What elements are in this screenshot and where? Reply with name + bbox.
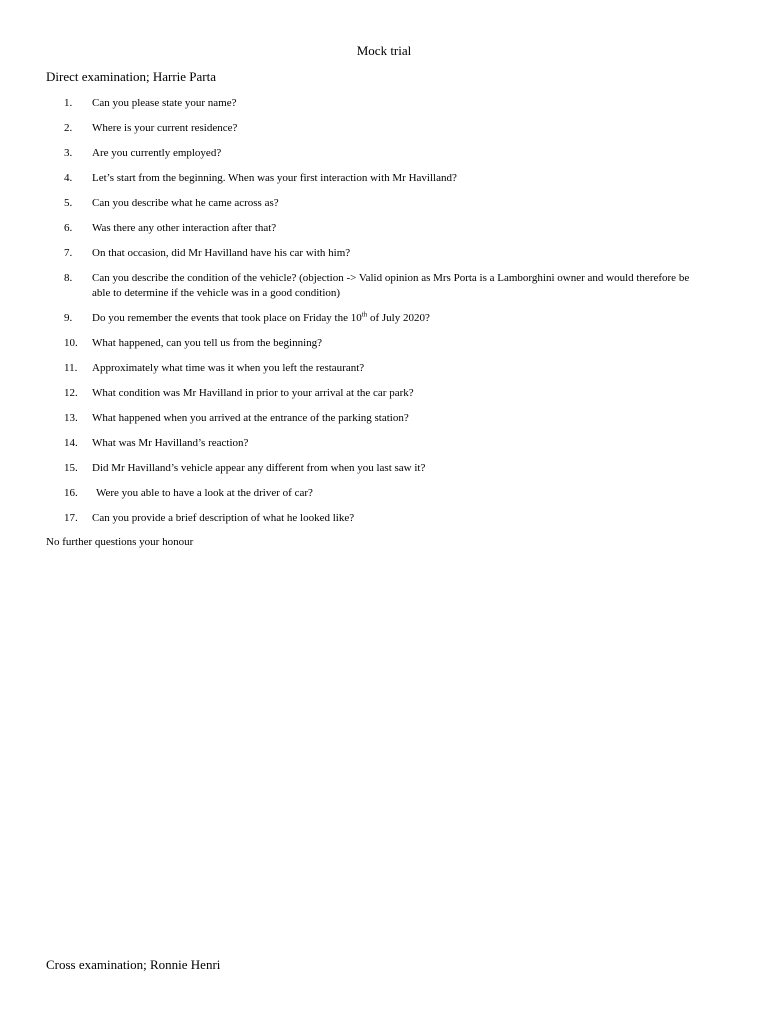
question-text: What happened when you arrived at the entrance of the parking station? [92,412,409,424]
question-text: Approximately what time was it when you left the restaurant? [92,362,365,374]
question-number: 10. [64,337,78,349]
question-item [0,386,768,401]
question-item [0,511,768,526]
question-item [0,436,768,451]
question-number: 9. [64,312,73,324]
question-item [0,221,768,236]
question-text: Can you describe what he came across as? [92,197,279,209]
question-number: 1. [64,97,73,109]
question-text: Are you currently employed? [92,147,222,159]
closing-statement: No further questions your honour [46,536,194,548]
question-item [0,486,768,501]
cross-examination-heading: Cross examination; Ronnie Henri [46,957,221,972]
question-text: Did Mr Havilland’s vehicle appear any different from when you last saw it? [92,462,426,474]
question-number: 2. [64,122,73,134]
question-text-main: Do you remember the events that took place on Friday the 10 [92,312,362,324]
question-number: 14. [64,437,78,449]
question-number: 16. [64,487,78,499]
question-number: 11. [64,362,78,374]
question-item [0,171,768,186]
direct-examination-heading: Direct examination; Harrie Parta [46,69,217,84]
question-text: Were you able to have a look at the driver of car? [96,487,313,499]
question-item [0,311,768,326]
question-number: 15. [64,462,78,474]
question-number: 3. [64,147,73,159]
question-item [0,96,768,111]
question-item [0,271,768,301]
question-text [92,311,702,326]
question-item [0,461,768,476]
question-text: What was Mr Havilland’s reaction? [92,437,249,449]
question-number: 13. [64,412,78,424]
question-text: Was there any other interaction after that? [92,222,277,234]
question-text: Can you describe the condition of the vehicle? (objection -> Valid opinion as Mrs Porta is a Lamborghini owner and would therefore be able to determine if the vehicle was in a good condition) [92,272,690,299]
question-text: What happened, can you tell us from the beginning? [92,337,323,349]
question-item [0,246,768,261]
question-text-end: of July 2020? [367,312,430,324]
document-title: Mock trial [356,43,412,58]
question-text: Can you provide a brief description of what he looked like? [92,512,355,524]
question-text: Can you please state your name? [92,97,237,109]
question-item [0,121,768,136]
question-text: Let’s start from the beginning. When was your first interaction with Mr Havilland? [92,172,457,184]
question-item [0,196,768,211]
question-text: On that occasion, did Mr Havilland have his car with him? [92,247,351,259]
question-list [0,96,768,536]
question-number: 5. [64,197,73,209]
question-number: 8. [64,272,73,284]
question-text: Where is your current residence? [92,122,238,134]
question-item [0,411,768,426]
ordinal-suffix: th [361,310,368,319]
question-item [0,361,768,376]
question-number: 7. [64,247,73,259]
question-number: 17. [64,512,78,524]
question-number: 12. [64,387,78,399]
question-item [0,146,768,161]
question-number: 6. [64,222,73,234]
question-text: What condition was Mr Havilland in prior to your arrival at the car park? [92,387,414,399]
question-number: 4. [64,172,73,184]
question-item [0,336,768,351]
